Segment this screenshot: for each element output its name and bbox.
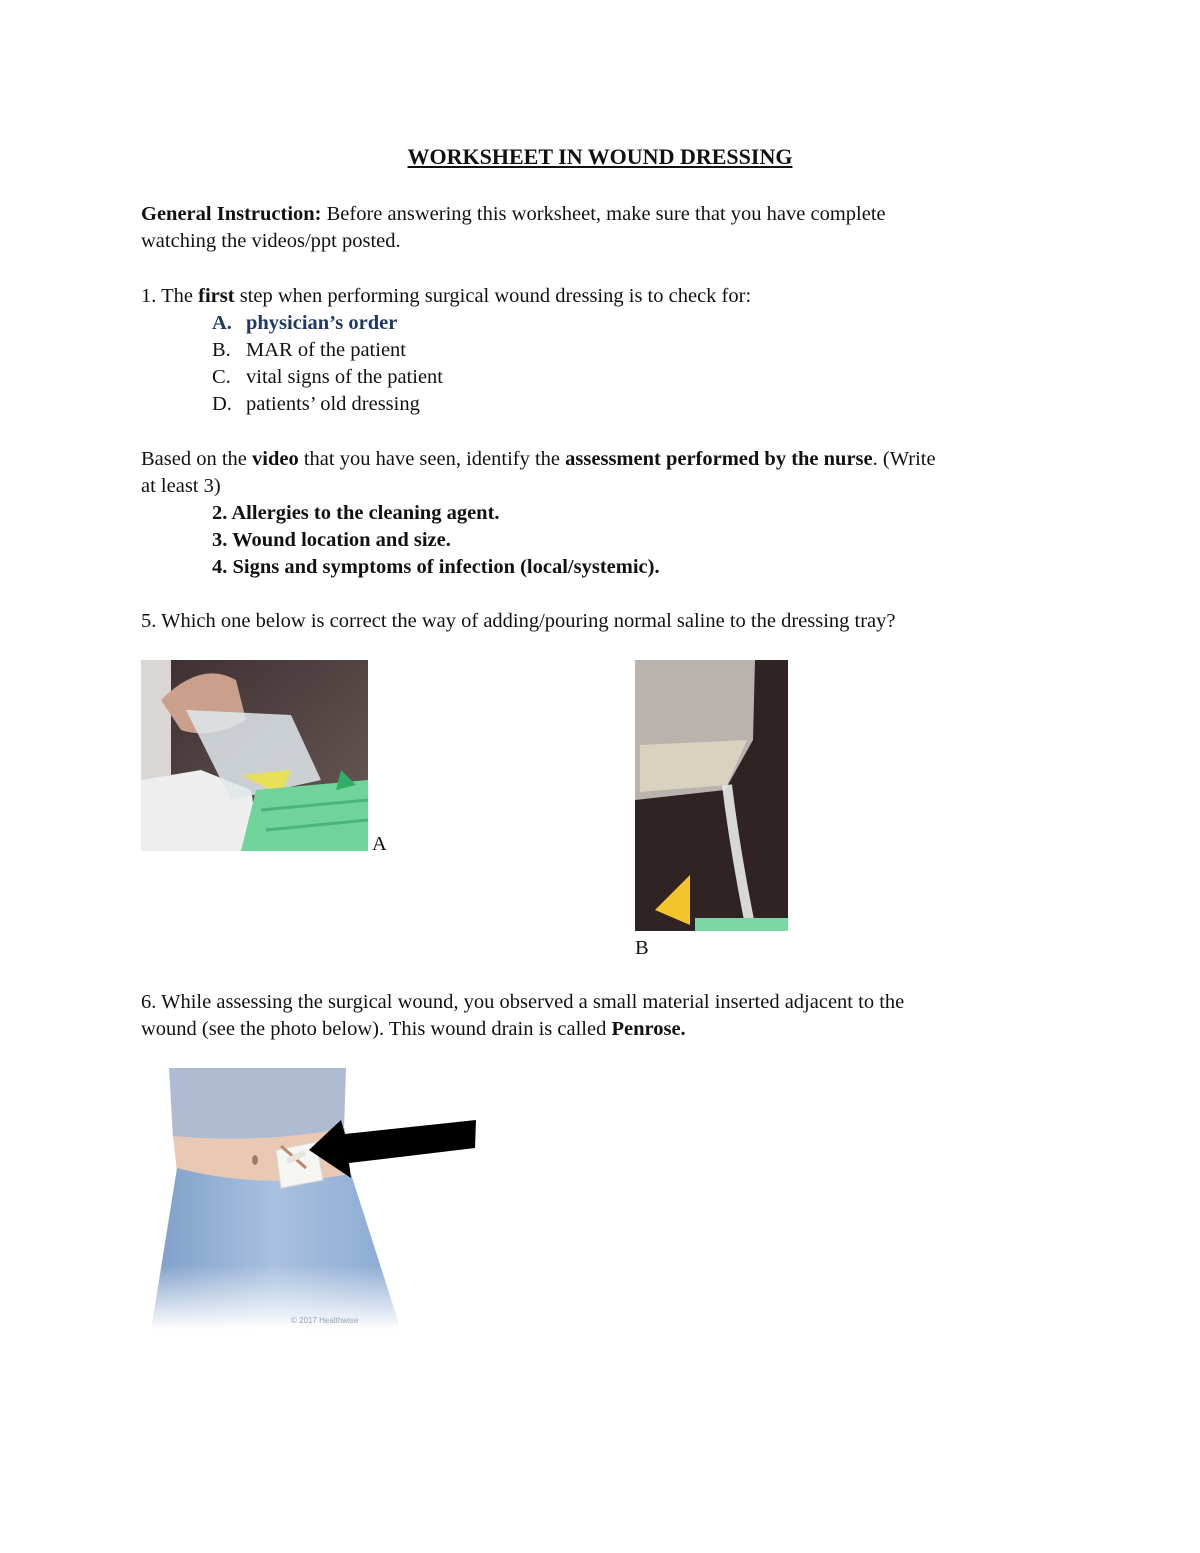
answer-3: 3. Wound location and size. xyxy=(212,529,451,551)
question-6-line-1: 6. While assessing the surgical wound, you observed a small material inserted adjacent to the xyxy=(141,991,905,1013)
option-c xyxy=(212,364,443,391)
option-d xyxy=(212,391,420,418)
question-1-suffix: step when performing surgical wound dressing is to check for: xyxy=(234,285,752,307)
option-text: patients’ old dressing xyxy=(246,393,420,415)
photo-option-a xyxy=(141,660,368,851)
question-1-prefix: 1. The xyxy=(141,285,199,307)
assessment-prompt-line-2: at least 3) xyxy=(141,475,221,497)
caption-b: B xyxy=(635,937,649,959)
option-b xyxy=(212,337,406,364)
question-6-line-2 xyxy=(141,1016,686,1043)
photo-option-b xyxy=(635,660,788,931)
assessment-text: that you have seen, identify the xyxy=(298,448,566,470)
page-title: WORKSHEET IN WOUND DRESSING xyxy=(407,144,793,169)
copyright-notice: © 2017 Healthwise xyxy=(291,1316,359,1325)
option-letter: A. xyxy=(212,312,232,334)
assessment-prompt-line-1 xyxy=(141,446,936,473)
instruction-line-1 xyxy=(141,201,886,228)
answer-2: 2. Allergies to the cleaning agent. xyxy=(212,502,500,524)
instruction-line-2: watching the videos/ppt posted. xyxy=(141,230,401,252)
question-6-text: wound (see the photo below). This wound drain is called xyxy=(141,1018,612,1040)
penrose-drain-illustration xyxy=(141,1068,481,1330)
instruction-label: General Instruction: xyxy=(141,203,322,225)
instruction-text: Before answering this worksheet, make sure that you have complete xyxy=(321,203,886,225)
question-6-answer: Penrose. xyxy=(611,1018,686,1040)
answer-4: 4. Signs and symptoms of infection (local/systemic). xyxy=(212,556,660,578)
option-text: MAR of the patient xyxy=(246,339,406,361)
option-letter: B. xyxy=(212,339,231,361)
option-text: physician’s order xyxy=(246,312,398,334)
option-letter: C. xyxy=(212,366,231,388)
caption-a: A xyxy=(372,833,387,855)
assessment-emphasis: video xyxy=(252,448,299,470)
option-a xyxy=(212,310,397,337)
assessment-text: Based on the xyxy=(141,448,253,470)
option-letter: D. xyxy=(212,393,232,415)
question-1 xyxy=(141,283,751,310)
question-5: 5. Which one below is correct the way of adding/pouring normal saline to the dressing tray? xyxy=(141,610,896,632)
assessment-text: . (Write xyxy=(872,448,936,470)
option-text: vital signs of the patient xyxy=(246,366,443,388)
assessment-emphasis: assessment performed by the nurse xyxy=(565,448,873,470)
question-1-emphasis: first xyxy=(198,285,235,307)
